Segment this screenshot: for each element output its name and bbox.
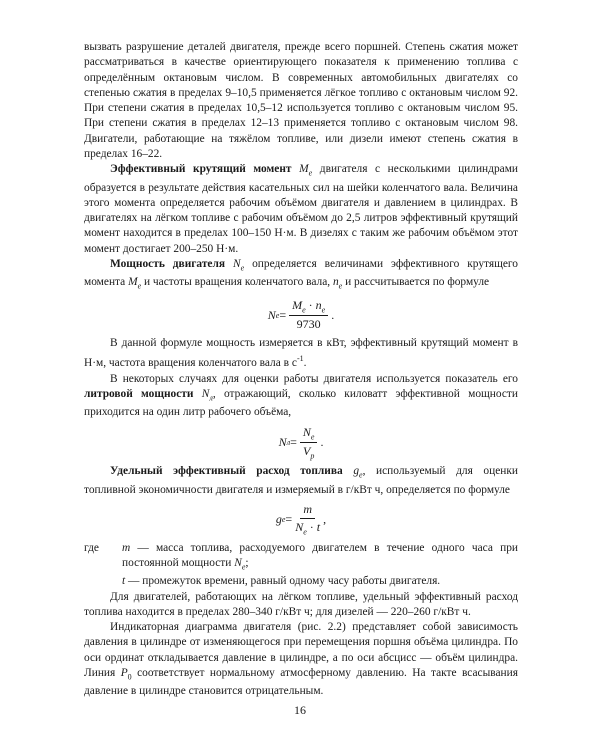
torque-text: двигателя с несколькими цилиндрами образуется в результате действия касательных сил на шейки коленчатого вала. Величина этого момента определяется рабочим объёмом двигателя и давлением в цилиндрах. В двигателях на лёгком топливе с рабочим объёмом до 2,5 литров эффективный крутящий момент находится в пределах 100–150 Н·м. В дизелях с таким же рабочим объёмом этот момент достигает 200–250 Н·м.: [84, 163, 519, 255]
units-text: В данной формуле мощность измеряется в кВт, эффективный крутящий момент в Н·м, частота вращения коленчатого вала в с: [84, 337, 518, 370]
f3-den-b: t: [316, 520, 321, 535]
symbol-n-sub: e: [338, 281, 343, 291]
paragraph-consumption-range: Для двигателей, работающих на лёгком топливе, удельный эффективный расход топлива находится в пределах 280–340 г/кВт ч; для дизелей — 220–260 г/кВт ч.: [84, 590, 518, 618]
symbol-p0-sub: 0: [127, 672, 132, 682]
term-liter-power: литровой мощности: [84, 387, 194, 400]
def-m-symbol-ne: N: [234, 556, 242, 569]
f3-denominator: [295, 519, 320, 536]
f1-numerator: [289, 298, 328, 316]
page-body: [84, 40, 518, 700]
def-t-symbol: t: [122, 575, 126, 588]
f3-numerator: m: [300, 502, 315, 519]
f2-den-sub: p: [310, 451, 315, 461]
f1-num-b: n: [315, 297, 322, 312]
power-text-3: и рассчитывается по формуле: [342, 276, 490, 289]
paragraph-power: [84, 257, 518, 294]
formula-fuel-consumption: [84, 502, 518, 536]
definitions-list: [84, 541, 518, 590]
f2-den: V: [302, 443, 311, 458]
units-sup: -1: [296, 354, 304, 364]
f2-numerator: [300, 425, 318, 443]
f1-dot: ·: [305, 297, 316, 312]
symbol-ge-sub: e: [359, 470, 363, 480]
f2-tail: .: [320, 434, 324, 449]
paragraph-fuel-consumption: [84, 464, 518, 498]
f3-den-a-sub: e: [303, 527, 307, 537]
f3-lhs: g: [275, 511, 282, 526]
diagram-text-2: соответствует нормальному атмосферному давлению. На такте всасывания давление в цилиндре становится отрицательным.: [84, 666, 518, 698]
formula-liter-power: [84, 425, 518, 461]
f1-tail: .: [331, 307, 335, 322]
definition-time-text: [122, 574, 518, 589]
diagram-text-1: Индикаторная диаграмма двигателя (рис. 2.2) представляет собой зависимость давления в цилиндре от изменяющегося при перемещения поршня объёма цилиндра. По оси ординат откладывается давление в цилиндре, а по оси абсцисс — объём цилиндра. Линия: [84, 621, 518, 679]
definition-mass: [84, 541, 518, 575]
def-m-symbol: m: [122, 541, 131, 554]
symbol-nl: N: [201, 387, 210, 400]
f1-num-a-sub: e: [302, 305, 306, 315]
page-number: 16: [294, 703, 306, 717]
def-m-tail: ;: [245, 556, 249, 569]
def-m-symbol-ne-sub: e: [241, 562, 246, 572]
f2-fraction: [300, 425, 318, 461]
symbol-me-2-sub: e: [137, 281, 142, 291]
f3-tail: ,: [323, 511, 327, 526]
symbol-n: n: [332, 276, 339, 289]
def-t-text: — промежуток времени, равный одному часу работы двигателя.: [125, 575, 441, 588]
term-fuel-consumption: Удельный эффективный расход топлива: [110, 465, 343, 478]
f2-num-sub: e: [310, 431, 315, 441]
liter-text-2: , отражающий, сколько киловатт эффективной мощности приходится на один литр рабочего объёма,: [84, 387, 518, 419]
symbol-me-sub: e: [308, 168, 313, 178]
f1-num-b-sub: e: [321, 305, 326, 315]
symbol-ne: N: [232, 257, 241, 270]
units-tail: .: [303, 357, 307, 370]
symbol-p0: P: [120, 666, 128, 679]
definition-time: [84, 574, 518, 589]
power-text-2: и частоты вращения коленчатого вала,: [141, 276, 333, 289]
fuel-text: , используемый для оценки топливной экономичности двигателя и измеряемый в г/кВт ч, определяется по формуле: [84, 465, 518, 496]
symbol-ge: g: [353, 465, 360, 478]
formula-power: [84, 298, 518, 332]
f2-lhs: N: [278, 434, 287, 449]
f3-fraction: [295, 502, 320, 536]
f3-eq: =: [285, 511, 293, 526]
paragraph-compression-ratio: вызвать разрушение деталей двигателя, прежде всего поршней. Степень сжатия может рассматриваться в качестве ориентирующего показателя к применению топлива с определённым октановым числом. В современных автомобильных двигателях со степенью сжатия в пределах 9–10,5 применяется лёгкое топливо с октановым числом 92. При степени сжатия в пределах 10,5–12 используется топливо с октановым числом 95. При степени сжатия в пределах 12–13 применяется топливо с октановым числом 98. Двигатели, работающие на тяжёлом топливе, или дизели имеют степень сжатия в пределах 16–22.: [84, 41, 518, 160]
symbol-nl-sub: л: [209, 393, 213, 403]
symbol-me-2: M: [128, 276, 138, 289]
f2-lhs-sub: л: [286, 437, 291, 447]
f1-lhs-sub: e: [275, 310, 280, 320]
term-power: Мощность двигателя: [110, 257, 226, 270]
paragraph-liter-power: [84, 372, 518, 421]
liter-text-1: В некоторых случаях для оценки работы двигателя используется показатель его: [110, 372, 518, 385]
term-torque: Эффективный крутящий момент: [110, 163, 292, 175]
where-label: где: [84, 541, 99, 554]
f3-dot: ·: [306, 520, 317, 535]
f2-denominator: [303, 443, 314, 460]
f2-num: N: [302, 424, 311, 439]
f3-den-a: N: [295, 520, 304, 535]
f1-eq: =: [279, 307, 287, 322]
paragraph-indicator-diagram: [84, 620, 518, 700]
def-m-text: — масса топлива, расходуемого двигателем в течение одного часа при постоянной мощности: [122, 541, 518, 569]
definition-mass-text: [122, 541, 518, 575]
symbol-me: M: [299, 163, 309, 175]
paragraph-units: [84, 336, 518, 371]
f3-lhs-sub: e: [281, 514, 286, 524]
paragraph-torque: [84, 162, 518, 257]
symbol-ne-sub: e: [240, 263, 245, 273]
power-text-1: определяется величинами эффективного крутящего момента: [84, 257, 518, 289]
f1-denominator: 9730: [296, 317, 321, 332]
f1-num-a: M: [292, 297, 303, 312]
definition-time-spacer: [84, 574, 122, 589]
f1-fraction: [289, 298, 328, 332]
f1-lhs: N: [267, 307, 276, 322]
f2-eq: =: [290, 434, 297, 449]
